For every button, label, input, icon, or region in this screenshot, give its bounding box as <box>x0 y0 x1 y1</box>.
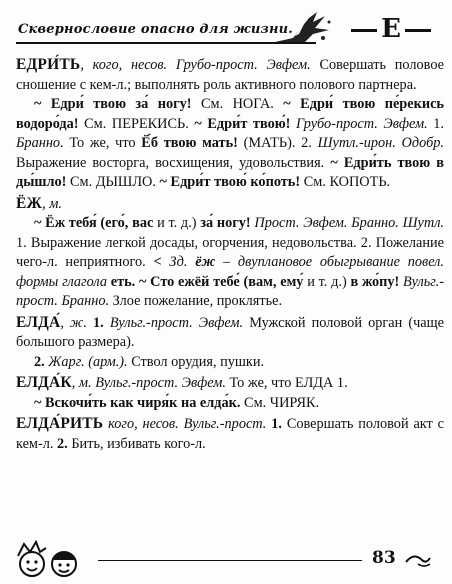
swirl-ornament-icon <box>404 550 434 570</box>
subentry-run: Прост. Эвфем. Бранно. Шутл. <box>250 215 444 231</box>
subentry-run: См. ЧИРЯК. <box>240 394 320 411</box>
entry-main-line <box>16 373 444 394</box>
header-title: Сквернословие опасно для жизни. <box>18 22 294 37</box>
grammar-note: , ж. <box>60 314 87 331</box>
subentry-run: То же, что <box>63 135 142 151</box>
subentry-paragraph <box>16 353 444 373</box>
definition-run: Совершать половой акт с кем-л. <box>16 416 444 452</box>
subentry-run: Бранно. <box>16 135 64 151</box>
entry-main-line <box>16 414 444 454</box>
definition-run: Бить, избивать кого-л. <box>67 435 206 452</box>
dictionary-entry <box>16 194 444 312</box>
definition-run: Мужской половой орган (чаще большого размера). <box>16 314 445 350</box>
subentry-run: < <box>153 254 162 270</box>
definition-text: Совершать половое сношение с кем-л.; выполнять роль активного полового партнера. <box>16 57 444 93</box>
badge-dash-left <box>351 29 377 32</box>
subentry-run: Жарг. (арм.). <box>44 353 128 370</box>
definition-run: Вульг.-прост. Эвфем. <box>103 314 244 331</box>
entries-column <box>16 55 444 455</box>
subentry-run: 2. <box>34 353 45 370</box>
subentry-run: ~ Ёж тебя́ (его́, вас <box>34 215 154 231</box>
headword: ЁЖ <box>16 194 43 212</box>
subentry-run: Выражение восторга, восхищения, удовольствия. <box>16 154 331 171</box>
subentry-paragraph <box>16 95 444 193</box>
subentry-run: ~ Едри́ твою пе́рекись водоро́да! <box>16 96 444 132</box>
subentry-run: См. ПЕРЕКИСЬ. <box>78 115 195 132</box>
subentry-run: еть. ~ Сто ежёй тебе́ (вам, ему́ <box>110 273 304 290</box>
subentry-run: 1. <box>427 115 444 132</box>
subentry-run: Грубо-прост. Эвфем. <box>290 115 428 132</box>
grammar-note: , кого, несов. <box>80 57 168 73</box>
subentry-run: Шутл.-ирон. Одобр. <box>317 135 444 151</box>
subentry-run: Ё́б твою мать! <box>141 135 238 151</box>
children-faces-icon <box>12 538 90 584</box>
subentry-paragraph <box>16 214 444 312</box>
subentry-run: ~ Едри́т твою́! <box>194 115 291 132</box>
subentry-run: Вульг.-прост. Бранно. <box>16 273 444 309</box>
definition-run: 1. <box>86 314 104 331</box>
definition-run: 2. <box>57 435 68 452</box>
page-footer <box>0 538 452 584</box>
subentry-paragraph <box>16 394 444 414</box>
dictionary-entry <box>16 55 444 193</box>
subentry-run: в жо́пу! <box>350 273 400 290</box>
subentry-run: Ствол орудия, пушки. <box>127 353 265 370</box>
subentry-run: ёж <box>195 254 216 270</box>
subentry-run: ~ Едри́ твою за́ ногу! <box>34 96 192 112</box>
subentry-run: ~ Вскочи́ть как чиря́к на елда́к. <box>34 394 241 411</box>
subentry-run: – двуплановое обыгрывание повел. формы глагола <box>16 254 444 290</box>
entry-main-line <box>16 313 444 353</box>
subentry-run: Зд. <box>161 254 196 270</box>
definition-run: 1. <box>266 416 282 432</box>
grammar-note: кого, несов. <box>103 416 179 432</box>
entry-main-line <box>16 194 444 215</box>
ink-splash-icon <box>265 8 335 48</box>
subentry-run: за́ ногу! <box>200 215 251 231</box>
subentry-run: и т. д.) <box>153 215 201 231</box>
usage-labels: Вульг.-прост. <box>178 416 267 432</box>
headword: ЕЛДА́ <box>16 313 61 331</box>
badge-dash-right <box>405 29 431 32</box>
grammar-note: , м. <box>71 375 92 391</box>
subentry-run: (МАТЬ). 2. <box>237 135 318 151</box>
usage-labels: Вульг.-прост. Эвфем. <box>91 375 226 391</box>
grammar-note: , м. <box>42 195 62 212</box>
subentry-run: См. КОПОТЬ. <box>300 174 391 190</box>
subentry-run: ~ Едри́т твою́ ко́поть! <box>159 174 301 190</box>
footer-rule <box>98 560 362 561</box>
entry-main-line <box>16 55 444 95</box>
section-letter: Е <box>381 14 401 44</box>
subentry-run: См. ДЫШЛО. <box>66 174 160 190</box>
subentry-run: См. НОГА. <box>191 96 284 112</box>
section-letter-badge <box>345 12 435 46</box>
dictionary-entry <box>16 313 444 373</box>
definition-text: То же, что ЕЛДА 1. <box>225 375 348 391</box>
headword: ЕЛДА́К <box>16 374 72 391</box>
headword: ЕДРИ́ТЬ <box>16 56 81 73</box>
dictionary-entry <box>16 414 444 454</box>
subentry-run: Злое пожелание, проклятье. <box>109 293 283 309</box>
subentry-run: и т. д.) <box>303 273 351 290</box>
headword: ЕЛДА́РИТЬ <box>16 415 104 432</box>
dictionary-entry <box>16 373 444 413</box>
page-number: 83 <box>372 548 396 568</box>
subentry-run: ~ Едри́ть твою в ды́шло! <box>16 154 445 190</box>
usage-labels: Грубо-прост. Эвфем. <box>167 57 311 73</box>
running-header <box>10 8 442 48</box>
subentry-run: 1. Выражение легкой досады, огорчения, недовольства. 2. Пожелание чего-л. неприятного. <box>16 234 444 270</box>
